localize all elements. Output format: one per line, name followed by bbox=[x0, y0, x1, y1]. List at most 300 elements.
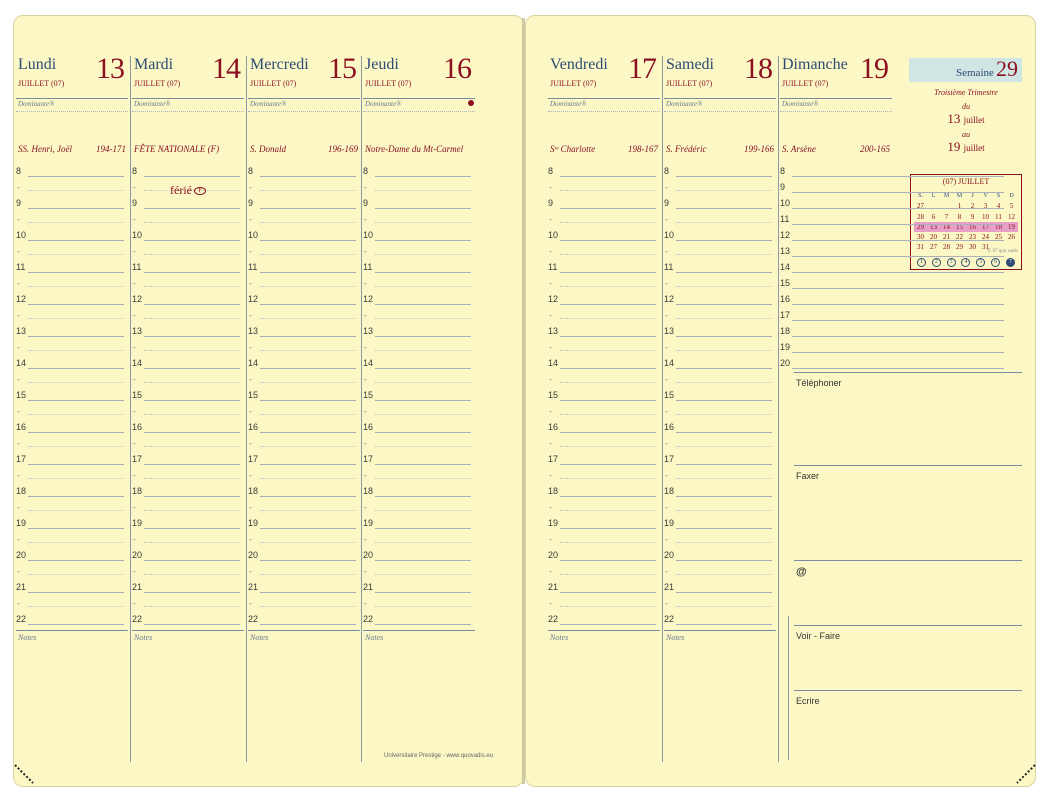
hour-line bbox=[792, 208, 1004, 209]
date-cell[interactable]: 8 bbox=[957, 212, 962, 221]
half-hour-slot[interactable] bbox=[662, 469, 778, 485]
saint-name: S. Frédéric bbox=[666, 144, 707, 154]
half-hour-slot[interactable] bbox=[361, 565, 477, 581]
hour-slot[interactable] bbox=[130, 389, 246, 405]
hour-label: 10 bbox=[16, 230, 27, 240]
day-column-mardi bbox=[130, 16, 246, 787]
hour-slot[interactable] bbox=[361, 389, 477, 405]
half-hour-line bbox=[144, 510, 240, 511]
date-cell[interactable]: 26 bbox=[1008, 233, 1015, 242]
hour-slot[interactable] bbox=[361, 581, 477, 597]
date-cell[interactable]: 23 bbox=[969, 233, 976, 242]
half-hour-line bbox=[560, 446, 656, 447]
half-hour-slot[interactable] bbox=[14, 469, 130, 485]
half-hour-slot[interactable] bbox=[246, 341, 362, 357]
half-hour-slot[interactable] bbox=[361, 373, 477, 389]
half-hour-mark: - bbox=[17, 407, 20, 416]
hour-slot[interactable] bbox=[14, 485, 130, 501]
half-hour-slot[interactable] bbox=[130, 437, 246, 453]
hour-slot[interactable] bbox=[14, 261, 130, 277]
date-cell[interactable]: 18 bbox=[995, 222, 1002, 231]
half-hour-slot[interactable] bbox=[546, 469, 662, 485]
hour-slot[interactable] bbox=[246, 293, 362, 309]
half-hour-slot[interactable] bbox=[662, 341, 778, 357]
hour-label: 8 bbox=[664, 166, 670, 176]
hour-label: 8 bbox=[363, 166, 369, 176]
date-cell[interactable]: 14 bbox=[943, 222, 950, 231]
hour-label: 8 bbox=[548, 166, 554, 176]
date-cell[interactable]: 6 bbox=[931, 212, 936, 221]
half-hour-slot[interactable] bbox=[546, 213, 662, 229]
hour-slot[interactable] bbox=[546, 261, 662, 277]
hour-slot[interactable] bbox=[778, 245, 1010, 261]
hour-slot[interactable] bbox=[361, 197, 477, 213]
date-cell[interactable]: 25 bbox=[995, 233, 1002, 242]
hour-slot[interactable] bbox=[130, 485, 246, 501]
date-cell[interactable]: 3 bbox=[983, 202, 988, 211]
hour-slot[interactable] bbox=[361, 421, 477, 437]
hour-slot[interactable] bbox=[130, 421, 246, 437]
half-hour-line bbox=[560, 318, 656, 319]
hour-slot[interactable] bbox=[14, 389, 130, 405]
hour-slot[interactable] bbox=[546, 581, 662, 597]
half-hour-mark: - bbox=[364, 599, 367, 608]
date-cell[interactable]: 20 bbox=[930, 233, 937, 242]
hour-slot[interactable] bbox=[662, 485, 778, 501]
section-rule bbox=[794, 560, 1022, 561]
day-circle: 5 bbox=[976, 258, 985, 267]
half-hour-mark: - bbox=[549, 407, 552, 416]
half-hour-line bbox=[560, 190, 656, 191]
hour-slot[interactable] bbox=[14, 613, 130, 629]
notes-label: Notes bbox=[134, 633, 153, 642]
date-cell[interactable]: 16 bbox=[969, 222, 976, 231]
notes-rule bbox=[132, 630, 244, 631]
hour-label: 21 bbox=[248, 582, 259, 592]
hour-slot[interactable] bbox=[778, 341, 1010, 357]
day-circle: 6 bbox=[991, 258, 1000, 267]
hour-slot[interactable] bbox=[14, 357, 130, 373]
hour-slot[interactable] bbox=[14, 229, 130, 245]
hour-slot[interactable] bbox=[662, 229, 778, 245]
half-hour-slot[interactable] bbox=[14, 501, 130, 517]
hour-slot[interactable] bbox=[130, 325, 246, 341]
half-hour-mark: - bbox=[17, 599, 20, 608]
hour-slot[interactable] bbox=[361, 357, 477, 373]
half-hour-slot[interactable] bbox=[662, 373, 778, 389]
date-cell[interactable]: 21 bbox=[943, 233, 950, 242]
half-hour-slot[interactable] bbox=[662, 309, 778, 325]
hour-slot[interactable] bbox=[130, 197, 246, 213]
hour-slot[interactable] bbox=[246, 165, 362, 181]
hour-line bbox=[28, 592, 124, 593]
hour-label: 22 bbox=[548, 614, 559, 624]
hour-slot[interactable] bbox=[546, 517, 662, 533]
hour-slot[interactable] bbox=[778, 309, 1010, 325]
half-hour-slot[interactable] bbox=[662, 213, 778, 229]
hour-slot[interactable] bbox=[662, 261, 778, 277]
half-hour-mark: - bbox=[133, 215, 136, 224]
hour-slot[interactable] bbox=[546, 485, 662, 501]
hour-slot[interactable] bbox=[246, 549, 362, 565]
hour-slot[interactable] bbox=[662, 389, 778, 405]
hour-slot[interactable] bbox=[14, 517, 130, 533]
hour-slot[interactable] bbox=[361, 325, 477, 341]
half-hour-slot[interactable] bbox=[546, 405, 662, 421]
half-hour-slot[interactable] bbox=[130, 213, 246, 229]
half-hour-line bbox=[676, 606, 772, 607]
hour-slot[interactable] bbox=[778, 181, 1010, 197]
half-hour-slot[interactable] bbox=[361, 213, 477, 229]
hour-slot[interactable] bbox=[778, 165, 1010, 181]
hour-label: 10 bbox=[248, 230, 259, 240]
hour-slot[interactable] bbox=[14, 197, 130, 213]
hour-slot[interactable] bbox=[546, 421, 662, 437]
day-name: Jeudi bbox=[365, 56, 399, 73]
half-hour-slot[interactable] bbox=[130, 277, 246, 293]
half-hour-slot[interactable] bbox=[246, 309, 362, 325]
hour-slot[interactable] bbox=[246, 357, 362, 373]
day-number: 18 bbox=[744, 52, 772, 85]
hour-slot[interactable] bbox=[246, 613, 362, 629]
half-hour-slot[interactable] bbox=[361, 437, 477, 453]
half-hour-slot[interactable] bbox=[246, 213, 362, 229]
hour-label: 18 bbox=[248, 486, 259, 496]
date-cell[interactable]: 2 bbox=[970, 202, 975, 211]
saint-name: Sᵗᵉ Charlotte bbox=[550, 144, 596, 154]
date-cell[interactable]: 9 bbox=[970, 212, 975, 221]
hour-label: 12 bbox=[780, 230, 791, 240]
hour-label: 11 bbox=[548, 262, 558, 272]
hour-slot[interactable] bbox=[361, 293, 477, 309]
hour-label: 17 bbox=[248, 454, 259, 464]
hour-slot[interactable] bbox=[130, 581, 246, 597]
hour-line bbox=[144, 336, 240, 337]
half-hour-line bbox=[676, 190, 772, 191]
date-cell[interactable]: 27 bbox=[930, 243, 937, 252]
half-hour-slot[interactable] bbox=[361, 341, 477, 357]
half-hour-slot[interactable] bbox=[246, 501, 362, 517]
half-hour-mark: - bbox=[249, 535, 252, 544]
hour-slot[interactable] bbox=[14, 581, 130, 597]
half-hour-slot[interactable] bbox=[130, 501, 246, 517]
half-hour-slot[interactable] bbox=[662, 565, 778, 581]
hour-slot[interactable] bbox=[246, 485, 362, 501]
half-hour-slot[interactable] bbox=[246, 437, 362, 453]
half-hour-slot[interactable] bbox=[14, 373, 130, 389]
half-hour-slot[interactable] bbox=[130, 245, 246, 261]
half-hour-slot[interactable] bbox=[130, 373, 246, 389]
hour-slot[interactable] bbox=[546, 389, 662, 405]
hour-slot[interactable] bbox=[246, 581, 362, 597]
hour-slot[interactable] bbox=[778, 325, 1010, 341]
date-cell[interactable]: 10 bbox=[982, 212, 989, 221]
date-cell[interactable]: 12 bbox=[1008, 212, 1015, 221]
hour-slot[interactable] bbox=[662, 165, 778, 181]
hour-slot[interactable] bbox=[546, 165, 662, 181]
half-hour-slot[interactable] bbox=[246, 277, 362, 293]
date-cell[interactable]: 4 bbox=[996, 202, 1001, 211]
hour-slot[interactable] bbox=[662, 517, 778, 533]
half-hour-slot[interactable] bbox=[546, 181, 662, 197]
hour-slot[interactable] bbox=[361, 517, 477, 533]
hour-slot[interactable] bbox=[546, 197, 662, 213]
hour-slot[interactable] bbox=[546, 613, 662, 629]
hour-slot[interactable] bbox=[361, 229, 477, 245]
hour-slot[interactable] bbox=[662, 453, 778, 469]
hour-slot[interactable] bbox=[662, 549, 778, 565]
half-hour-slot[interactable] bbox=[246, 181, 362, 197]
hour-slot[interactable] bbox=[130, 261, 246, 277]
hour-slot[interactable] bbox=[778, 213, 1010, 229]
week-number-cell: 29 bbox=[917, 222, 924, 231]
hour-slot[interactable] bbox=[778, 229, 1010, 245]
hour-slot[interactable] bbox=[130, 293, 246, 309]
hour-slot[interactable] bbox=[361, 549, 477, 565]
right-page bbox=[525, 15, 1036, 787]
half-hour-slot[interactable] bbox=[14, 341, 130, 357]
hour-slot[interactable] bbox=[130, 517, 246, 533]
hour-slot[interactable] bbox=[778, 197, 1010, 213]
half-hour-mark: - bbox=[665, 215, 668, 224]
half-hour-slot[interactable] bbox=[14, 565, 130, 581]
hour-slot[interactable] bbox=[246, 325, 362, 341]
day-of-year: 194-171 bbox=[96, 144, 126, 154]
half-hour-slot[interactable] bbox=[246, 565, 362, 581]
half-hour-slot[interactable] bbox=[662, 437, 778, 453]
half-hour-slot[interactable] bbox=[14, 405, 130, 421]
half-hour-slot[interactable] bbox=[546, 277, 662, 293]
hour-slot[interactable] bbox=[246, 389, 362, 405]
date-cell[interactable]: 30 bbox=[969, 243, 976, 252]
hour-line bbox=[28, 336, 124, 337]
half-hour-slot[interactable] bbox=[361, 309, 477, 325]
half-hour-slot[interactable] bbox=[361, 533, 477, 549]
hour-slot[interactable] bbox=[361, 165, 477, 181]
date-cell[interactable]: 28 bbox=[943, 243, 950, 252]
week-number-cell: 31 bbox=[917, 243, 924, 252]
half-hour-slot[interactable] bbox=[246, 597, 362, 613]
date-cell[interactable]: 1 bbox=[957, 202, 962, 211]
date-cell[interactable]: 17 bbox=[982, 222, 989, 231]
hour-slot[interactable] bbox=[130, 357, 246, 373]
date-cell[interactable]: 7 bbox=[944, 212, 949, 221]
half-hour-slot[interactable] bbox=[546, 565, 662, 581]
hour-slot[interactable] bbox=[361, 485, 477, 501]
half-hour-slot[interactable] bbox=[14, 533, 130, 549]
day-name: Mardi bbox=[134, 56, 174, 73]
half-hour-slot[interactable] bbox=[361, 181, 477, 197]
half-hour-line bbox=[560, 574, 656, 575]
half-hour-slot[interactable] bbox=[662, 597, 778, 613]
half-hour-slot[interactable] bbox=[361, 501, 477, 517]
half-hour-slot[interactable] bbox=[546, 373, 662, 389]
hour-slot[interactable] bbox=[14, 549, 130, 565]
half-hour-slot[interactable] bbox=[246, 469, 362, 485]
hour-line bbox=[560, 560, 656, 561]
hour-slot[interactable] bbox=[246, 229, 362, 245]
hour-line bbox=[676, 368, 772, 369]
hour-slot[interactable] bbox=[546, 453, 662, 469]
hour-slot[interactable] bbox=[246, 421, 362, 437]
hour-line bbox=[28, 208, 124, 209]
half-hour-slot[interactable] bbox=[130, 341, 246, 357]
half-hour-slot[interactable] bbox=[361, 277, 477, 293]
hour-slot[interactable] bbox=[662, 613, 778, 629]
hour-slot[interactable] bbox=[662, 197, 778, 213]
hour-slot[interactable] bbox=[361, 613, 477, 629]
half-hour-slot[interactable] bbox=[130, 533, 246, 549]
trimester-end-month: juillet bbox=[963, 143, 985, 153]
half-hour-slot[interactable] bbox=[662, 533, 778, 549]
half-hour-slot[interactable] bbox=[546, 597, 662, 613]
half-hour-slot[interactable] bbox=[662, 245, 778, 261]
hour-slot[interactable] bbox=[778, 261, 1010, 277]
half-hour-line bbox=[375, 254, 471, 255]
half-hour-slot[interactable] bbox=[130, 309, 246, 325]
hour-slot[interactable] bbox=[361, 453, 477, 469]
half-hour-mark: - bbox=[364, 183, 367, 192]
half-hour-slot[interactable] bbox=[546, 341, 662, 357]
month-label: JUILLET (07) bbox=[666, 79, 713, 88]
hour-slot[interactable] bbox=[662, 421, 778, 437]
hour-slot[interactable] bbox=[130, 549, 246, 565]
hour-slot[interactable] bbox=[361, 261, 477, 277]
half-hour-slot[interactable] bbox=[361, 469, 477, 485]
hour-slot[interactable] bbox=[546, 549, 662, 565]
half-hour-slot[interactable] bbox=[546, 245, 662, 261]
half-hour-slot[interactable] bbox=[130, 405, 246, 421]
hour-label: 13 bbox=[16, 326, 27, 336]
week-number-cell: 27 bbox=[917, 202, 924, 211]
half-hour-slot[interactable] bbox=[14, 309, 130, 325]
hour-line bbox=[792, 176, 1004, 177]
half-hour-slot[interactable] bbox=[546, 437, 662, 453]
hour-slot[interactable] bbox=[246, 453, 362, 469]
hour-label: 17 bbox=[548, 454, 559, 464]
hour-label: 16 bbox=[548, 422, 559, 432]
half-hour-slot[interactable] bbox=[662, 405, 778, 421]
hour-slot[interactable] bbox=[662, 581, 778, 597]
half-hour-slot[interactable] bbox=[246, 533, 362, 549]
hour-slot[interactable] bbox=[14, 325, 130, 341]
half-hour-slot[interactable] bbox=[246, 245, 362, 261]
date-cell[interactable]: 5 bbox=[1009, 202, 1014, 211]
dominante-rule bbox=[132, 111, 244, 112]
date-cell[interactable]: 15 bbox=[956, 222, 963, 231]
weekday-header: M bbox=[956, 193, 963, 199]
corner-stitch-right bbox=[1015, 763, 1037, 785]
dominante-label: Dominante® bbox=[365, 100, 402, 108]
hour-slot[interactable] bbox=[14, 421, 130, 437]
hour-slot[interactable] bbox=[14, 165, 130, 181]
hour-line bbox=[560, 336, 656, 337]
hour-slot[interactable] bbox=[662, 293, 778, 309]
hour-label: 18 bbox=[16, 486, 27, 496]
half-hour-slot[interactable] bbox=[14, 437, 130, 453]
hour-slot[interactable] bbox=[662, 325, 778, 341]
half-hour-slot[interactable] bbox=[14, 277, 130, 293]
half-hour-slot[interactable] bbox=[246, 405, 362, 421]
half-hour-slot[interactable] bbox=[130, 565, 246, 581]
half-hour-slot[interactable] bbox=[662, 181, 778, 197]
hour-slot[interactable] bbox=[778, 293, 1010, 309]
half-hour-slot[interactable] bbox=[130, 469, 246, 485]
half-hour-line bbox=[375, 414, 471, 415]
hour-slot[interactable] bbox=[130, 613, 246, 629]
hour-slot[interactable] bbox=[130, 453, 246, 469]
hour-label: 21 bbox=[132, 582, 143, 592]
half-hour-slot[interactable] bbox=[361, 405, 477, 421]
half-hour-slot[interactable] bbox=[662, 277, 778, 293]
hour-line bbox=[676, 528, 772, 529]
hour-slot[interactable] bbox=[662, 357, 778, 373]
half-hour-mark: - bbox=[665, 599, 668, 608]
hour-slot[interactable] bbox=[14, 453, 130, 469]
hour-slot[interactable] bbox=[546, 293, 662, 309]
half-hour-slot[interactable] bbox=[14, 181, 130, 197]
half-hour-line bbox=[260, 318, 356, 319]
hour-slot[interactable] bbox=[14, 293, 130, 309]
notes-rule bbox=[548, 630, 660, 631]
hour-slot[interactable] bbox=[130, 229, 246, 245]
hour-slot[interactable] bbox=[546, 325, 662, 341]
half-hour-slot[interactable] bbox=[546, 501, 662, 517]
hour-slot[interactable] bbox=[546, 229, 662, 245]
half-hour-slot[interactable] bbox=[246, 373, 362, 389]
hour-slot[interactable] bbox=[778, 357, 1010, 373]
hour-label: 19 bbox=[132, 518, 143, 528]
half-hour-mark: - bbox=[665, 503, 668, 512]
hour-label: 21 bbox=[16, 582, 27, 592]
hour-label: 9 bbox=[780, 182, 786, 192]
half-hour-slot[interactable] bbox=[662, 501, 778, 517]
half-hour-slot[interactable] bbox=[361, 597, 477, 613]
half-hour-slot[interactable] bbox=[546, 309, 662, 325]
day-of-year: 199-166 bbox=[744, 144, 774, 154]
hour-slot[interactable] bbox=[778, 277, 1010, 293]
hour-line bbox=[144, 240, 240, 241]
date-cell[interactable]: 31 bbox=[982, 243, 989, 252]
hour-slot[interactable] bbox=[246, 517, 362, 533]
hour-slot[interactable] bbox=[246, 261, 362, 277]
date-cell[interactable]: 13 bbox=[930, 222, 937, 231]
hour-label: 15 bbox=[132, 390, 143, 400]
hour-line bbox=[560, 304, 656, 305]
hour-line bbox=[676, 592, 772, 593]
half-hour-slot[interactable] bbox=[14, 245, 130, 261]
half-hour-slot[interactable] bbox=[14, 213, 130, 229]
hour-slot[interactable] bbox=[246, 197, 362, 213]
half-hour-line bbox=[28, 254, 124, 255]
half-hour-slot[interactable] bbox=[14, 597, 130, 613]
date-cell[interactable]: 22 bbox=[956, 233, 963, 242]
hour-slot[interactable] bbox=[546, 357, 662, 373]
hour-slot[interactable] bbox=[130, 165, 246, 181]
hour-line bbox=[144, 272, 240, 273]
half-hour-slot[interactable] bbox=[546, 533, 662, 549]
dominante-label: Dominante® bbox=[782, 100, 819, 108]
hour-line bbox=[560, 528, 656, 529]
half-hour-line bbox=[676, 478, 772, 479]
date-cell[interactable]: 11 bbox=[995, 212, 1002, 221]
date-cell[interactable]: 24 bbox=[982, 233, 989, 242]
half-hour-slot[interactable] bbox=[361, 245, 477, 261]
half-hour-slot[interactable] bbox=[130, 597, 246, 613]
date-cell[interactable]: 19 bbox=[1008, 222, 1015, 231]
date-cell[interactable]: 29 bbox=[956, 243, 963, 252]
hour-line bbox=[144, 208, 240, 209]
